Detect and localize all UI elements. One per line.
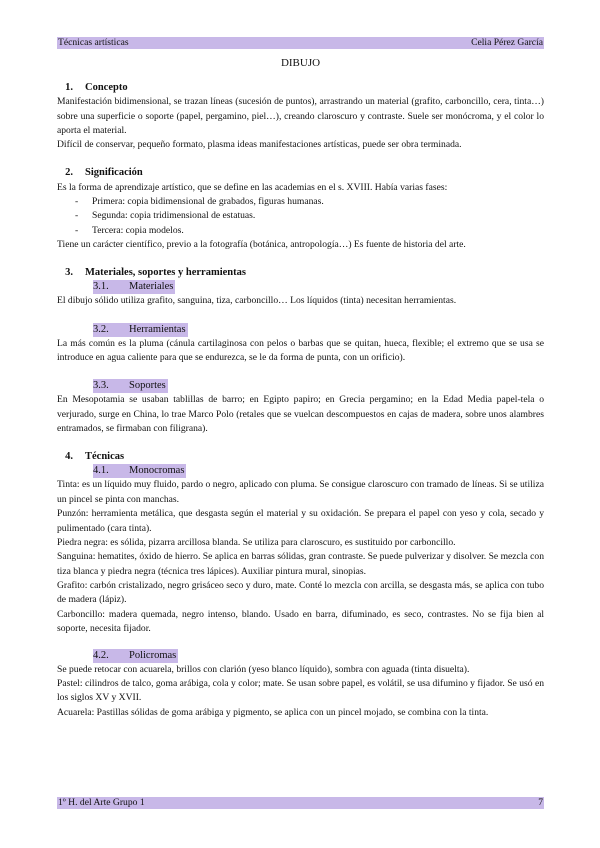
paragraph: Difícil de conservar, pequeño formato, plasma ideas manifestaciones artísticas, puede ser obra terminada. [57, 139, 462, 151]
page-number: 7 [538, 797, 543, 808]
section-number: 4. [65, 450, 73, 462]
section-heading-tecnicas [57, 449, 544, 465]
section-title: Significación [85, 166, 143, 178]
subsection-heading-policromas: 4.2. Policromas [93, 649, 177, 661]
section-heading-concepto [57, 80, 544, 96]
document-body [57, 52, 544, 720]
paragraph: Pastel: cilindros de talco, goma arábiga, cola y color; mate. Se usan sobre papel, es volátil, se usa difumino y fijador. Se usó en los siglos XV y XVII. [57, 678, 544, 704]
paragraph: La más común es la pluma (cánula cartilaginosa con pelos o barbas que se quitan, hueca, flexible; el extremo que se usa se introduce en agua caliente para que se endurezca, se le da forma de punta, con un orificio). [57, 337, 544, 364]
phase-list [75, 195, 544, 238]
page-footer [57, 797, 544, 809]
list-item: - Primera: copia bidimensional de grabados, figuras humanas. [75, 195, 324, 207]
section-heading-materiales [57, 265, 544, 281]
subsection-heading-materiales: 3.1. Materiales [93, 281, 174, 293]
paragraph: Tiene un carácter científico, previo a la fotografía (botánica, antropología…) Es fuente de historia del arte. [57, 239, 466, 251]
paragraph: Es la forma de aprendizaje artístico, que se define en las academias en el s. XVIII. Había varias fases: [57, 181, 448, 193]
list-item: - Tercera: copia modelos. [75, 224, 184, 236]
section-number: 2. [65, 166, 73, 178]
page-title: DIBUJO [280, 57, 321, 69]
paragraph: Tinta: es un líquido muy fluido, pardo o negro, aplicado con pluma. Se consigue claroscuro con tramado de líneas. Si se utiliza un pincel se pinta con manchas. [57, 479, 544, 505]
paragraph: Punzón: herramienta metálica, que desgasta según el material y su oxidación. Se prepara el papel con yeso y cola, secado y pulimentado (cara tinta). [57, 508, 544, 534]
subsection-heading-monocromas: 4.1. Monocromas [93, 465, 185, 477]
paragraph: Grafito: carbón cristalizado, negro grisáceo seco y duro, mate. Conté lo mezcla con arcilla, se desgasta más, se aplica con tubo de madera (lápiz). [57, 580, 544, 606]
list-item: - Segunda: copia tridimensional de estatuas. [75, 210, 256, 222]
section-number: 1. [65, 81, 73, 93]
section-number: 3. [65, 266, 73, 278]
paragraph: Piedra negra: es sólida, pizarra arcillosa blanda. Se utiliza para claroscuro, es sustituido por carboncillo. [57, 536, 456, 548]
footer-course: 1º H. del Arte Grupo 1 [58, 797, 145, 808]
header-subject: Técnicas artísticas [58, 37, 129, 48]
paragraph: El dibujo sólido utiliza grafito, sanguina, tiza, carboncillo… Los líquidos (tinta) necesitan herramientas. [57, 295, 457, 307]
paragraph: Carboncillo: madera quemada, negro intenso, blando. Usado en barra, difuminado, es seco, contrastes. No se fija bien al soporte, necesita fijador. [57, 608, 544, 635]
section-heading-significacion [57, 165, 544, 181]
page-header [57, 37, 544, 49]
subsection-heading-soportes: 3.3. Soportes [93, 380, 166, 392]
paragraph: En Mesopotamia se usaban tablillas de barro; en Egipto papiro; en Grecia pergamino; en la Edad Media papel-tela o verjurado, surge en China, lo trae Marco Polo (retales que se vuelcan descompuestos en cajas de madera, sobre unos alambres entramados, se firmaban con filigrana). [57, 394, 544, 435]
subsection-heading-herramientas: 3.2. Herramientas [93, 323, 186, 335]
paragraph: Sanguina: hematites, óxido de hierro. Se aplica en barras sólidas, gran contraste. Se puede pulverizar y disolver. Se mezcla con tiza blanca y piedra negra (técnica tres lápices). Auxiliar pintura mural, sinopias. [57, 551, 544, 577]
section-title: Técnicas [85, 450, 125, 462]
paragraph: Acuarela: Pastillas sólidas de goma arábiga y pigmento, se aplica con un pincel mojado, se combina con la tinta. [57, 706, 489, 718]
header-author: Celia Pérez García [471, 37, 543, 48]
section-title: Materiales, soportes y herramientas [85, 266, 246, 278]
section-title: Concepto [85, 81, 128, 93]
paragraph: Se puede retocar con acuarela, brillos con clarión (yeso blanco líquido), sombra con aguada (tinta disuelta). [57, 663, 470, 675]
paragraph: Manifestación bidimensional, se trazan líneas (sucesión de puntos), arrastrando un material (grafito, carboncillo, cera, tinta…) sobre una superficie o soporte (papel, pergamino, piel…), creando claroscuro y contraste. Suele ser monócroma, y el color lo aporta el material. [57, 96, 544, 137]
